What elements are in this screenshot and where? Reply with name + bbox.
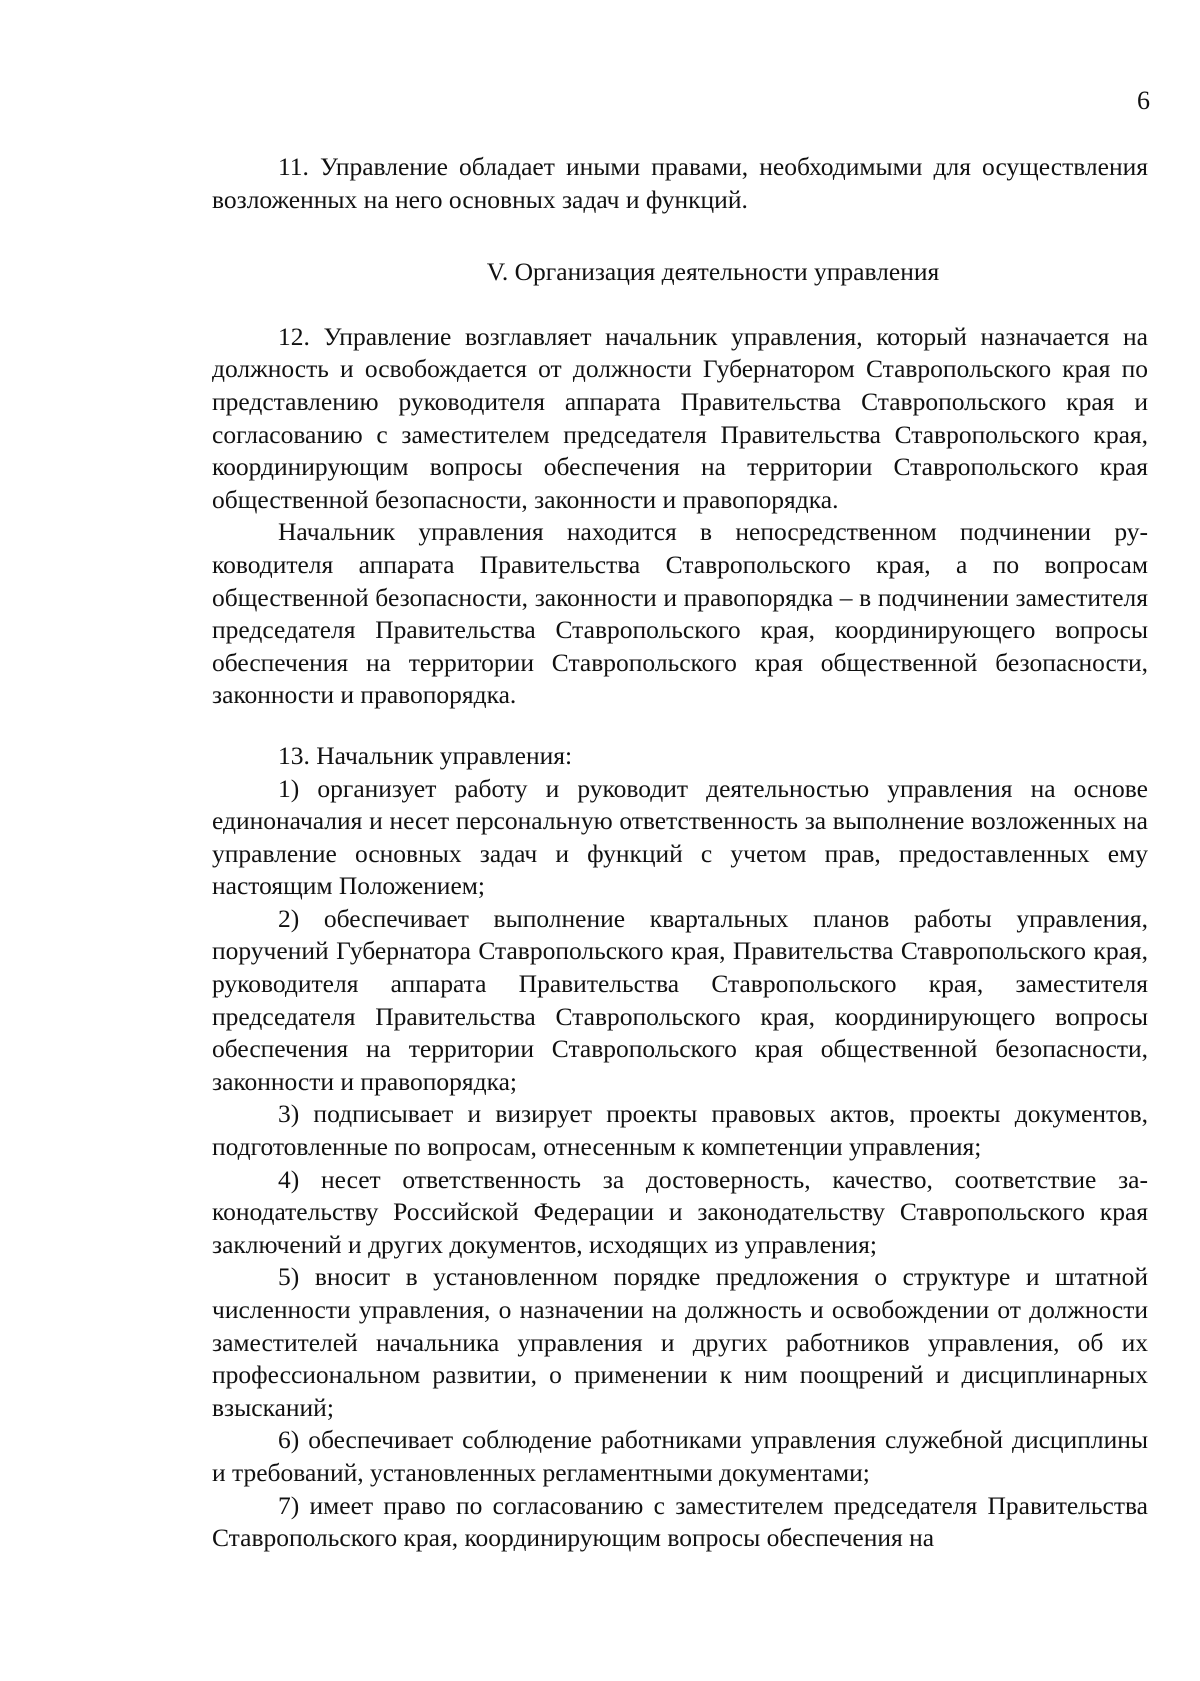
document-body xyxy=(212,151,1148,1555)
list-item-2: 2) обеспечивает выполнение квартальных планов работы управления, поручений Губернатора Ставропольского края, Правительства Ставропольского края, руководителя аппарата Правительства Ставропольского края, заместителя председателя Правительства Ставропольского края, координирующего вопросы обеспечения на территории Ставропольского края общественной безопасности, законности и правопорядка; xyxy=(212,903,1148,1096)
section-heading: V. Организация деятельности управления xyxy=(486,257,940,287)
paragraph-13: 13. Начальник управления: xyxy=(278,740,573,770)
list-item-6: 6) обеспечивает соблюдение работниками управления служебной дисциплины и требований, установленных регламентными документами; xyxy=(212,1425,1148,1487)
list-item-1: 1) организует работу и руководит деятельностью управления на основе единоначалия и несет персональную ответственность за выполнение возложенных на управление основных задач и функций с учетом прав, предоставленных ему настоящим Положением; xyxy=(212,773,1148,901)
list-item-5: 5) вносит в установленном порядке предложения о структуре и штатной численности управления, о назначении на должность и освобождении от должности заместителей начальника управления и других работников управления, об их профессиональном развитии, о применении к ним поощрений и дисциплинарных взысканий; xyxy=(212,1262,1148,1422)
list-item-7: 7) имеет право по согласованию с заместителем председателя Правительства Ставропольского края, координирующим вопросы обеспечения на xyxy=(212,1490,1148,1553)
paragraph-11: 11. Управление обладает иными правами, необходимыми для осуществления возложенных на него основных задач и функций. xyxy=(212,152,1148,214)
list-item-4: 4) несет ответственность за достоверность, качество, соответствие законодательству Российской Федерации и законодательству Ставропольского края заключений и других документов, исходящих из управления; xyxy=(212,1164,1148,1259)
paragraph-12-continued: Начальник управления находится в непосредственном подчинении руководителя аппарата Правительства Ставропольского края, а по вопросам общественной безопасности, законности и правопорядка – в подчинении заместителя председателя Правительства Ставропольского края, координирующего вопросы обеспечения на территории Ставропольского края общественной безопасности, законности и правопорядка. xyxy=(212,517,1148,710)
page-number: 6 xyxy=(1137,86,1150,115)
paragraph-12: 12. Управление возглавляет начальник управления, который назначается на должность и освобождается от должности Губернатором Ставропольского края по представлению руководителя аппарата Правительства Ставропольского края и согласованию с заместителем председателя Правительства Ставропольского края, координирующим вопросы обеспечения на территории Ставропольского края общественной безопасности, законности и правопорядка. xyxy=(212,321,1148,514)
list-item-3: 3) подписывает и визирует проекты правовых актов, проекты документов, подготовленные по вопросам, отнесенным к компетенции управления; xyxy=(212,1099,1148,1162)
